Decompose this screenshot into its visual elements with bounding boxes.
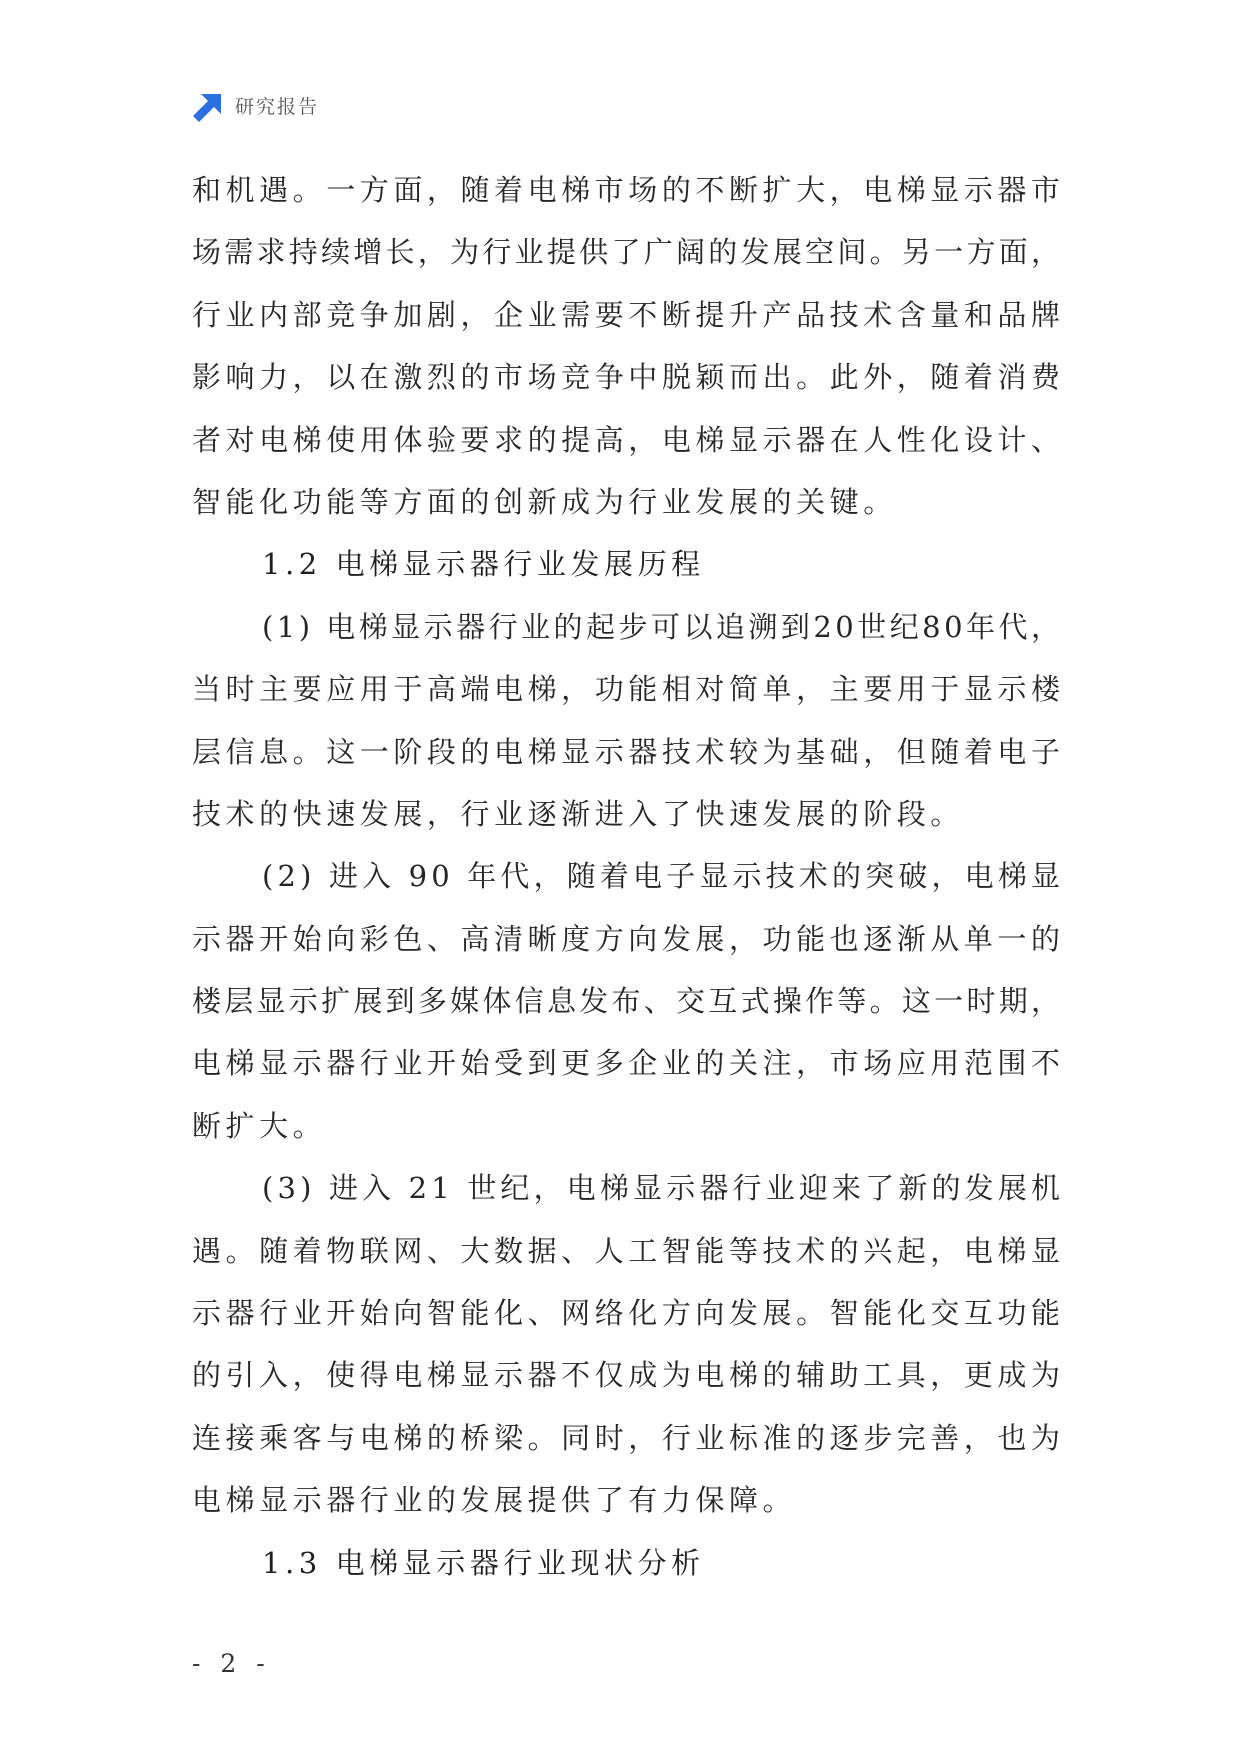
text-line: 断扩大。: [192, 1108, 327, 1143]
text-line: 智能化功能等方面的创新成为行业发展的关键。: [192, 484, 897, 519]
section-heading: [192, 533, 1060, 595]
text-line: 连接乘客与电梯的桥梁。同时，行业标准的逐步完善，也为: [192, 1420, 1065, 1455]
heading-text: 1.3 电梯显示器行业现状分析: [262, 1545, 705, 1580]
arrow-up-right-logo-icon: [192, 91, 224, 123]
text-line: 电梯显示器行业的发展提供了有力保障。: [192, 1483, 797, 1518]
text-line: 行业内部竞争加剧，企业需要不断提升产品技术含量和品牌: [192, 297, 1065, 332]
text-line: 场需求持续增长，为行业提供了广阔的发展空间。另一方面，: [192, 235, 1064, 270]
text-line: 示器开始向彩色、高清晰度方向发展，功能也逐渐从单一的: [192, 921, 1065, 956]
text-line: 楼层显示扩展到多媒体信息发布、交互式操作等。这一时期，: [192, 984, 1064, 1019]
page-number: - 2 -: [192, 1649, 271, 1678]
text-line: 技术的快速发展，行业逐渐进入了快速发展的阶段。: [192, 796, 964, 831]
text-line: 影响力，以在激烈的市场竞争中脱颖而出。此外，随着消费: [192, 360, 1065, 395]
text-line: 者对电梯使用体验要求的提高，电梯显示器在人性化设计、: [192, 422, 1065, 457]
text-line: 示器行业开始向智能化、网络化方向发展。智能化交互功能: [192, 1296, 1065, 1331]
document-body: [192, 159, 1065, 1594]
text-line: (3) 进入 21 世纪，电梯显示器行业迎来了新的发展机: [262, 1171, 1065, 1206]
paragraph: [192, 845, 1065, 1157]
header-title: 研究报告: [235, 96, 320, 118]
text-line: (2) 进入 90 年代，随着电子显示技术的突破，电梯显: [262, 859, 1065, 894]
text-line: 和机遇。一方面，随着电梯市场的不断扩大，电梯显示器市: [192, 173, 1065, 207]
heading-text: 1.2 电梯显示器行业发展历程: [262, 547, 705, 582]
paragraph: [192, 1157, 1065, 1531]
section-heading: [192, 1532, 1060, 1594]
text-line: 当时主要应用于高端电梯，功能相对简单，主要用于显示楼: [192, 672, 1065, 707]
text-line: 遇。随着物联网、大数据、人工智能等技术的兴起，电梯显: [192, 1233, 1065, 1268]
page-header: [192, 90, 319, 124]
text-line: 的引入，使得电梯显示器不仅成为电梯的辅助工具，更成为: [192, 1358, 1065, 1393]
paragraph: [192, 159, 1065, 533]
text-line: 层信息。这一阶段的电梯显示器技术较为基础，但随着电子: [192, 734, 1065, 769]
text-line: (1) 电梯显示器行业的起步可以追溯到20世纪80年代，: [262, 609, 1064, 644]
text-line: 电梯显示器行业开始受到更多企业的关注，市场应用范围不: [192, 1046, 1065, 1081]
paragraph: [192, 596, 1065, 846]
